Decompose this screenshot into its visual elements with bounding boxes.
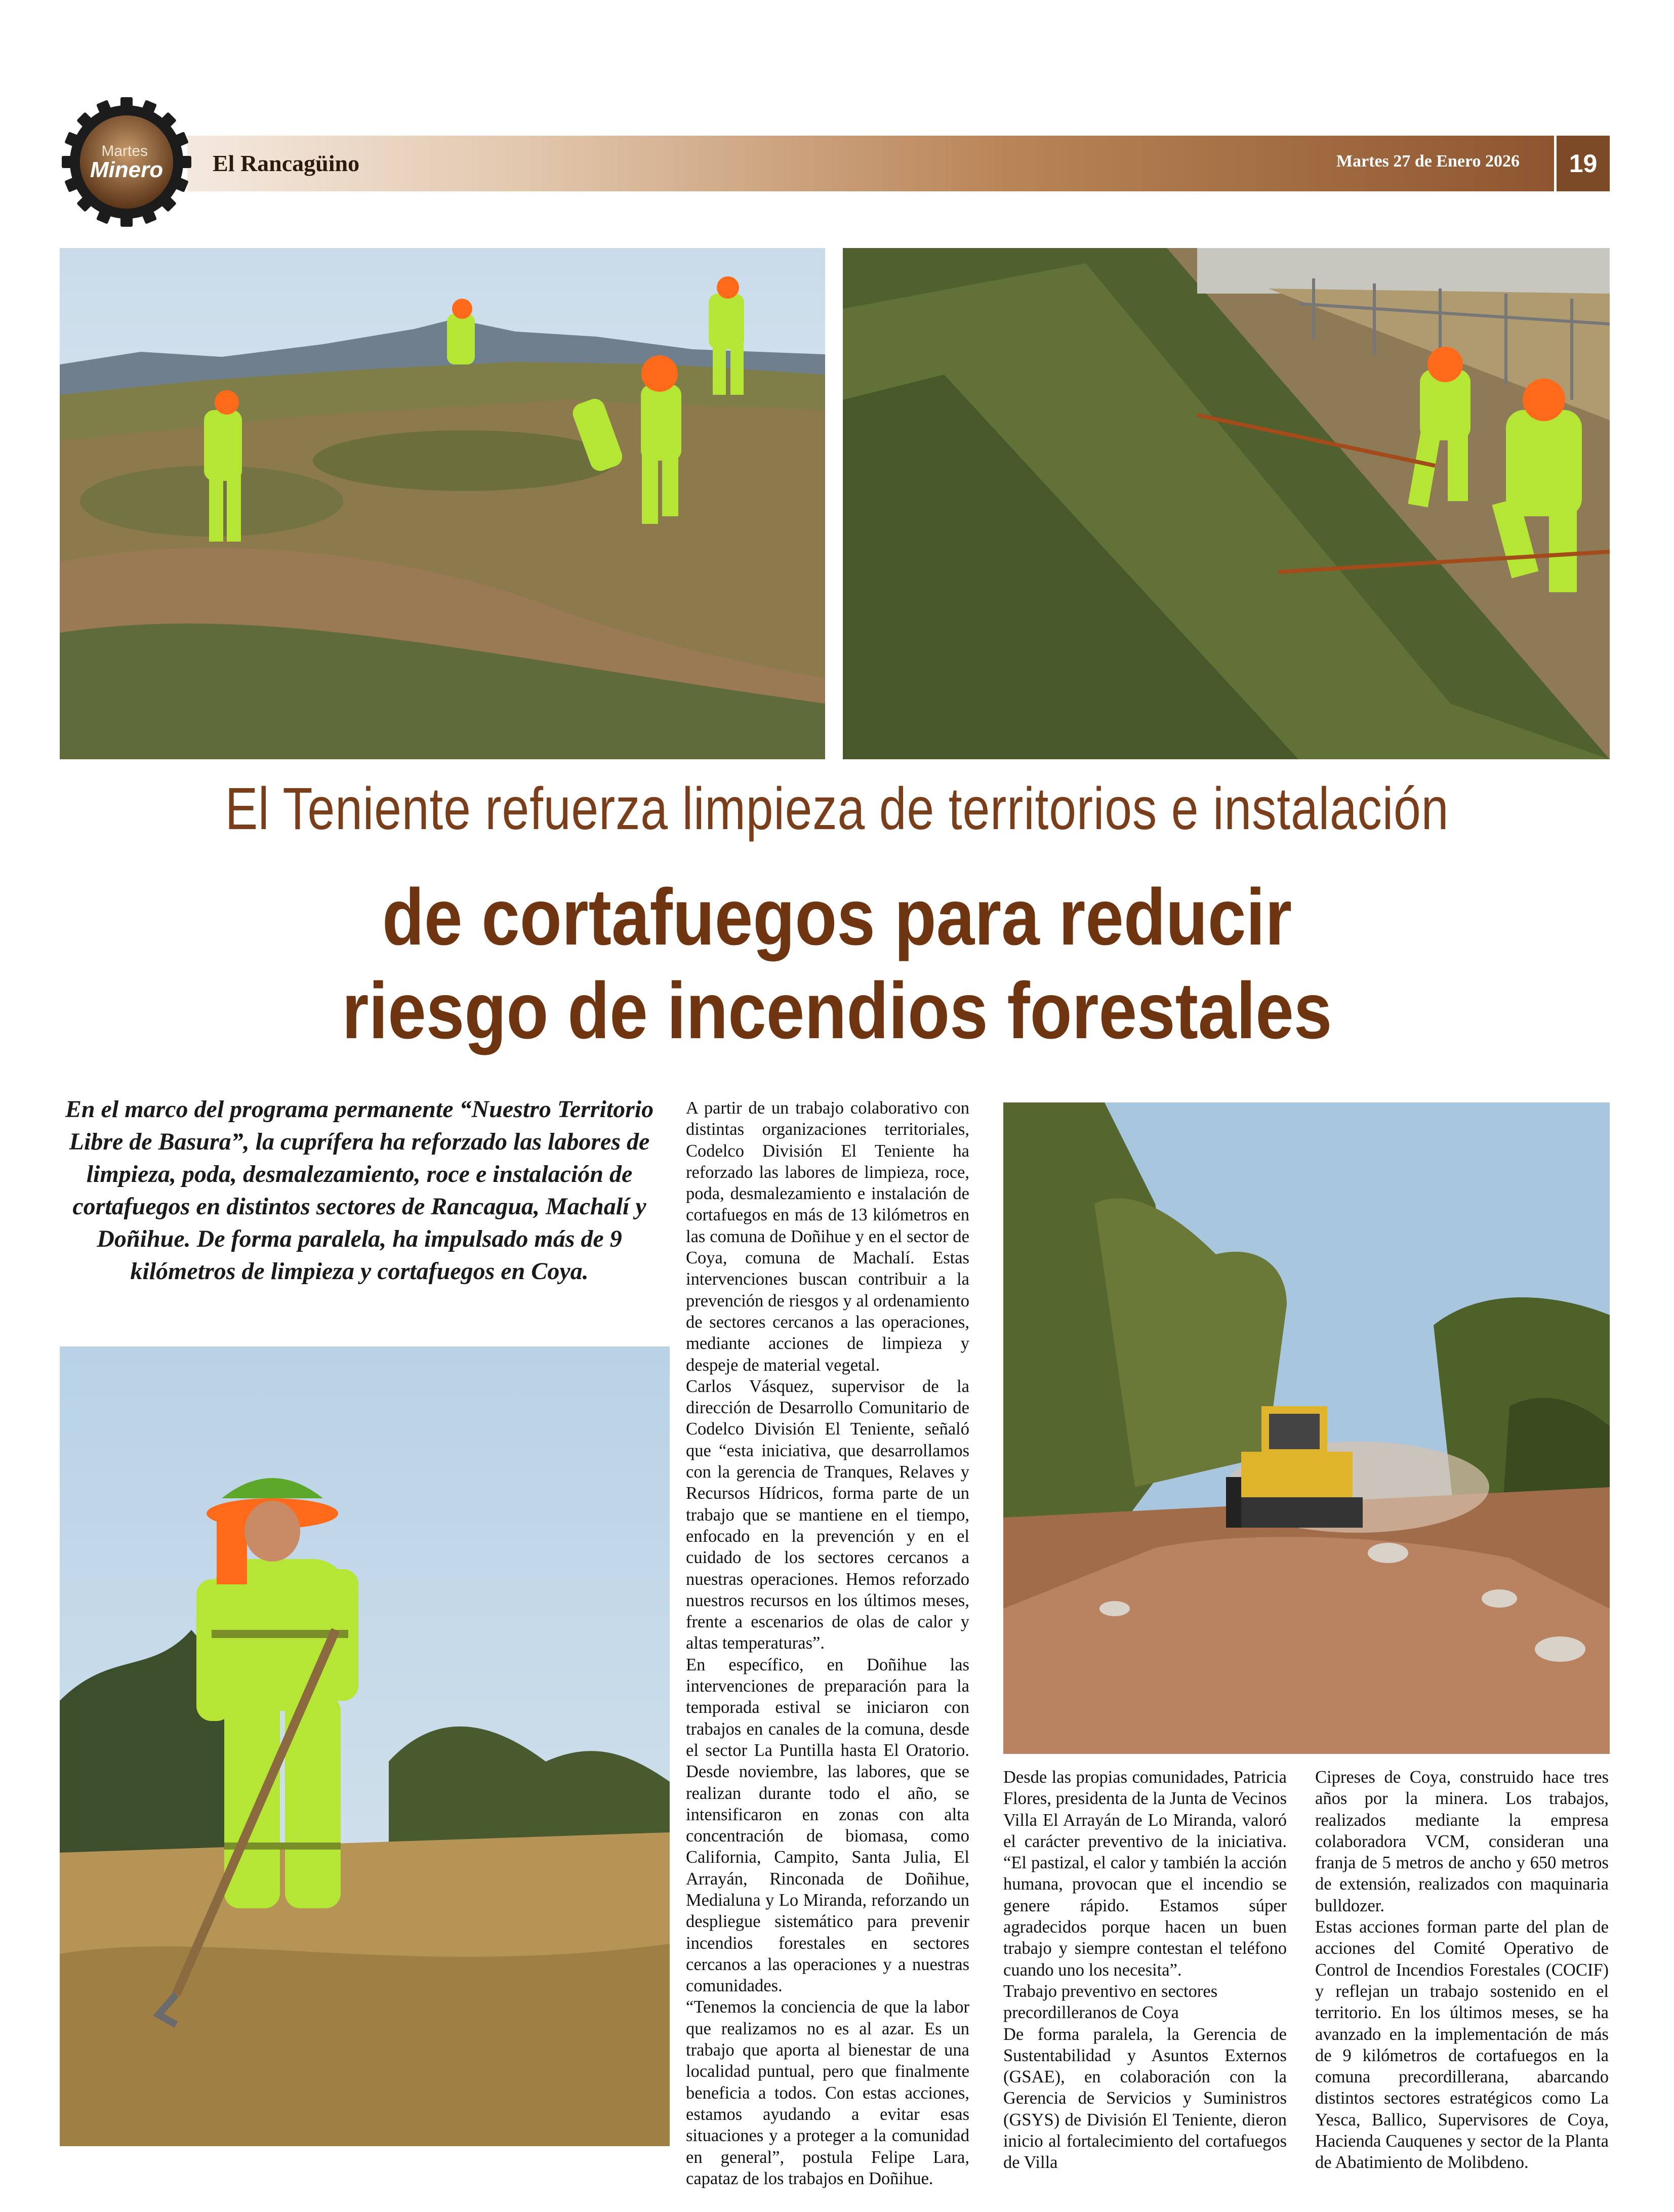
- gear-logo-icon: [61, 96, 192, 228]
- body-column-2: [1003, 1767, 1287, 2174]
- subheading: Trabajo preventivo en sectores precordilleranos de Coya: [1003, 1981, 1218, 2023]
- photo-bulldozer: [1003, 1102, 1610, 1754]
- body-column-1: [686, 1097, 969, 2189]
- lead-paragraph: En el marco del programa permanente “Nuestro Territorio Libre de Basura”, la cuprífera ha reforzado las labores de limpieza, poda, desmalezamiento, roce e instalación de cortafuegos en distintos sectores de Rancagua, Machalí y Doñihue. De forma paralela, ha impulsado más de 9 kilómetros de limpieza y cortafuegos en Coya.: [65, 1096, 654, 1285]
- headline-line-1: El Teniente refuerza limpieza de territorios e instalación: [225, 775, 1449, 842]
- body-column-3: [1315, 1767, 1609, 2174]
- photo-worker-portrait: [60, 1346, 670, 2146]
- headline-line-3: riesgo de incendios forestales: [342, 966, 1332, 1055]
- body-paragraph: “Tenemos la conciencia de que la labor que realizamos no es al azar. Es un trabajo que aporta al bienestar de una localidad puntual, pero que finalmente beneficia a todos. Con estas acciones, estamos ayudando a evitar esas situaciones y a proteger a la comunidad en general”, postula Felipe Lara, capataz de los trabajos en Doñihue.: [686, 1997, 969, 2188]
- body-paragraph: Desde las propias comunidades, Patricia Flores, presidenta de la Junta de Vecinos Villa El Arrayán de Lo Miranda, valoró el carácter preventivo de la iniciativa. “El pastizal, el calor y también la acción humana, provocan que el incendio se genere rápido. Estamos súper agradecidos porque hacen un buen trabajo y siempre contestan el teléfono cuando uno los necesita”.: [1003, 1768, 1287, 1980]
- photo-slope-clearing: [843, 248, 1610, 759]
- body-paragraph: En específico, en Doñihue las intervenciones de preparación para la temporada estival se iniciaron con trabajos en canales de la comuna, desde el sector La Puntilla hasta El Oratorio. Desde noviembre, las labores, que se realizan durante todo el año, se intensificaron en zonas con alta concentración de biomasa, como California, Campito, Santa Julia, El Arrayán, Rinconada de Doñihue, Medialuna y Lo Miranda, reforzando un despliegue sistemático para prevenir incendios forestales en sectores cercanos a las operaciones y a nuestras comunidades.: [686, 1655, 969, 1996]
- headline-line-2: de cortafuegos para reducir: [382, 873, 1292, 962]
- photo-crew-hillside: [60, 248, 825, 759]
- body-paragraph: Estas acciones forman parte del plan de acciones del Comité Operativo de Control de Incendios Forestales (COCIF) y reflejan un trabajo sostenido en el territorio. En los últimos meses, se ha avanzado en la implementación de más de 9 kilómetros de cortafuegos en la comuna precordillerana, abarcando distintos sectores estratégicos como La Yesca, Ballico, Supervisores de Coya, Hacienda Cauquenes y sector de la Planta de Abatimiento de Molibdeno.: [1315, 1917, 1609, 2173]
- badge-bottom-text: Minero: [90, 157, 164, 182]
- page-number: 19: [1557, 136, 1610, 191]
- badge-top-text: Martes: [101, 143, 148, 159]
- body-paragraph: Carlos Vásquez, supervisor de la dirección de Desarrollo Comunitario de Codelco División El Teniente, señaló que “esta iniciativa, que desarrollamos con la gerencia de Tranques, Relaves y Recursos Hídricos, forma parte de un trabajo que se mantiene en el tiempo, enfocado en la prevención y en el cuidado de los sectores cercanos a nuestras operaciones. Hemos reforzado nuestros recursos en los últimos meses, frente a escenarios de olas de calor y altas temperaturas”.: [686, 1376, 969, 1653]
- body-paragraph: De forma paralela, la Gerencia de Sustentabilidad y Asuntos Externos (GSAE), en colaboración con la Gerencia de Servicios y Suministros (GSYS) de División El Teniente, dieron inicio al fortalecimiento del cortafuegos de Villa: [1003, 2024, 1287, 2173]
- issue-date: Martes 27 de Enero 2026: [1336, 152, 1520, 171]
- headline-main: [117, 871, 1557, 1058]
- body-paragraph: A partir de un trabajo colaborativo con distintas organizaciones territoriales, Codelco División El Teniente ha reforzado las labores de limpieza, roce, poda, desmalezamiento e instalación de cortafuegos en más de 13 kilómetros en las comuna de Doñihue y en el sector de Coya, comuna de Machalí. Estas intervenciones buscan contribuir a la prevención de riesgos y al ordenamiento de sectores cercanos a las operaciones, mediante acciones de limpieza y despeje de material vegetal.: [686, 1098, 969, 1375]
- newspaper-name: El Rancagüino: [213, 150, 360, 176]
- body-paragraph: Cipreses de Coya, construido hace tres años por la minera. Los trabajos, realizados mediante la empresa colaboradora VCM, consideran una franja de 5 metros de ancho y 650 metros de extensión, realizados con maquinaria bulldozer.: [1315, 1768, 1609, 1915]
- martes-minero-badge: [61, 96, 192, 228]
